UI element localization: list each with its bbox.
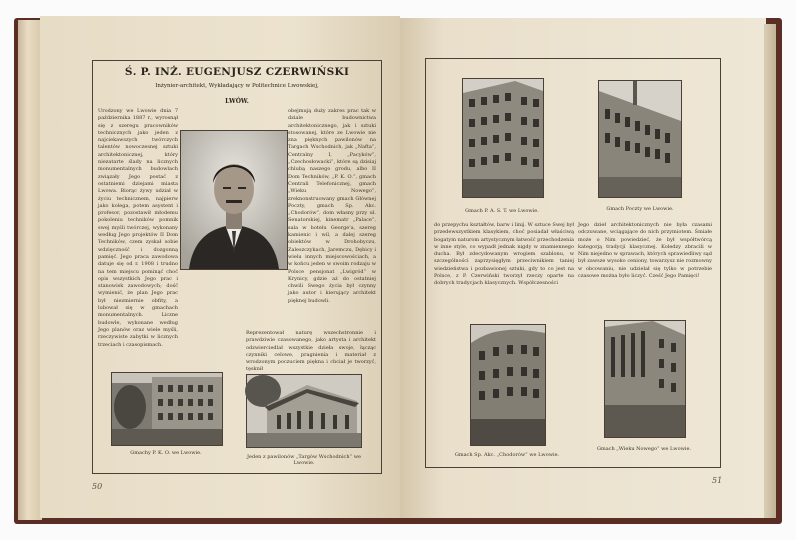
chodorow-building-photo [470, 324, 546, 446]
left-column-text: Urodzony we Lwowie dnia 7 października 1887 r., wyrosnął się z szeregu pracowników technicznych jako jeden z najciekawszych twórczych talentów nowoczesnej sztuki architektonicznej, który niezatarte ślady na licznych monumentalnych budowlach związały Jego postać z ostatniemi dziejami miasta Lwowa. Biorąc żywy udział w życiu technicznem, najpierw jako kolega, potem asystent i profesor, pozostawił młodemu pokoleniu techników pomnik swej myśli twórczej, wykonany według Jego projektów II Dom Techników, czem zyskał sobie wdzięczność i dozgonną pamięć. Jego praca zawodowa datuje się od r. 1908 i trudno na tem miejscu pominąć choć opis wszystkich Jego prac i stanowisk zawodowych; dość wymienić, że plan Jego prac był niezmiernie obfity, a lubował się w gmachach monumentalnych. Liczne budowle, wykonane według Jego planów oraz wiele myśli, rzeczywiste zabytki w licznych trzeciach i czasopismach. [98, 108, 178, 348]
targi-caption: Jeden z pawilonów „Targów Wschodnich” we Lwowie. [247, 454, 361, 466]
page-number-right: 51 [712, 476, 723, 485]
pko-caption: Gmachy P. K. O. we Lwowie. [130, 450, 202, 456]
middle-column-text-lower: Reprezentował naturę wszechstronnie i prawdziwie czasowanego, jako artysta i architekt odzwierciedlał wszystkie dzieła swoje, łącząc czynniki celowe, pragnienia i materiał z wrodzonym poczuciem piękna i chciał je tworzyć, tęsknił [246, 330, 376, 373]
book-edge-right [764, 24, 776, 518]
article-title: Ś. P. INŻ. EUGENJUSZ CZERWIŃSKI [124, 66, 350, 78]
right-column-text-upper: obejmują duży zakres prac tak w dziale budownictwa architektonicznego, jak i sztuki stosowanej, które ze Lwowie nie zna pięknych pawilonów na Targach Wschodnich, jak „Nafta”, Centralny I, „Pacyków”, „Czechosłowacki”, które są dzisiaj chlubą naszego grodu, albo II Dom Techników, „P. K. O.”, gmach Centrali Telefonicznej, gmach „Wieku Nowego”, zreknonstruowany gmach Głównej Poczty, gmach Sp. Akc. „Chodorów”, dom własny przy ul. Senatorskiej, kinematr „Palace”, sala w hotelu George'a, szereg kamienic i wil, a dalej szereg obiektów w Drohobyczu, Zaleszczykach, Jaremczu, Dębicy i wielu innych miejscowościach, a w końcu jeden w swoim rodzaju w Polsce pensjonat „Lwigród” w Krynicy, gdzie aż do ostatniej chwili Swego życia był czynny jako autor i kierujący architekt pięknej budowli. [288, 108, 376, 304]
portrait-photo [180, 130, 288, 270]
post-office-caption: Gmach Poczty we Lwowie. [606, 206, 674, 212]
pko-building-photo [111, 372, 223, 446]
post-office-photo [598, 80, 682, 198]
past-caption: Gmach P. A. S. T. we Lwowie. [465, 208, 539, 214]
chodorow-caption: Gmach Sp. Akc. „Chodorów” we Lwowie. [454, 452, 560, 458]
right-page-text-left: do przepychu kształtów, barw i linij. W sztuce Swej był przedewszystkiem klasykiem, choć posiadał właściwą bogatym naturom artystycznym łatwość przechodzenia w inne style, co wypadł jednak nigdy w znamiennego ducha. Był zdecydowanym wrogiem szablonu, w szczególności zaprzysięgłym przeciwnikiem taniej wiedzieństwa i pozbawionej sztuki, gdy to co jest na Polsce, z P. Czerwiński tworzył rzeczy oparte na dobrych tradycjach klasycznych. Współczesności [434, 222, 574, 287]
right-page-text-right: Jego dzieł architektonicznych nie była czasami odczuwane, wciągające do nich przymiotem. Śmiałe może o Nim powiedzieć, że był współtwórcą kategorją tradycji klasycznej. Koledzy zbracili w Nim niejedno w sprawach, których sprawiedliwy sąd był zawsze wysoko ceniony, towarzysz nie rozmowny w obcowaniu, nie udzielał się tylko w potrzebie czasowe można było liczyć. Cześć Jego Pamięci! [578, 222, 712, 280]
page-number-left: 50 [92, 482, 103, 491]
article-city: LWÓW. [225, 98, 249, 105]
past-building-photo [462, 78, 544, 198]
book-edge-left [18, 20, 42, 520]
wiek-nowy-caption: Gmach „Wieku Nowego” we Lwowie. [596, 446, 692, 452]
wiek-nowy-building-photo [604, 320, 686, 438]
targi-pavilion-photo [246, 374, 362, 448]
article-subtitle: Inżynier-architekt, Wykładający w Politechnice Lwowskiej, [155, 83, 319, 89]
